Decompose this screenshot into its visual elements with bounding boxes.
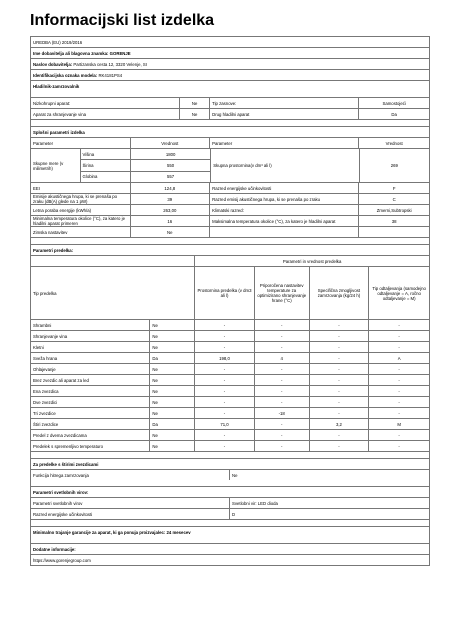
compartment-capacity: - [310,320,370,330]
general-label: Aparat za shranjevanje vina [31,109,180,119]
compartment-defrost: - [398,410,400,416]
light-label: Razred energijske učinkovitosti [31,509,230,519]
compartment-temperature: - [255,364,310,374]
compartment-temperature: - [255,397,310,407]
compartment-name: Štiri zvezdice [31,419,150,429]
general-value: Ne [180,109,210,119]
compartment-name: Kletni [31,342,150,352]
general-row [30,108,430,120]
supplier-address: Partizanska cesta 12, 3320 Velenje, SI [73,61,147,67]
compartment-name: Predel z dvema zvezdicama [31,430,150,440]
warranty: Minimalno trajanje garancije za aparat, ki ga ponuja proizvajalec: 24 mesecev [33,529,191,535]
volume-header: Prostornina predelka (v dm3 ali l) [195,267,255,319]
spec-label-2 [210,227,359,237]
regulation: UREDBA (EU) 2019/2016 [33,39,83,45]
spec-label: EEI [31,183,131,193]
general-label-2: Drug hladilni aparat [210,109,359,119]
spec-value: 263,00 [131,205,211,215]
spec-value-2: C [392,196,396,202]
spec-row [30,182,430,193]
compartment-params-heading: Parametri predelka: [33,247,74,253]
capacity-header: Specifična zmogljivost zamrzovanja (kg/24 h) [310,267,370,319]
spec-label-2: Maksimalna temperatura okolice (°C), za katero je hladilni aparat [210,216,359,226]
general-value-2: Da [391,111,397,117]
spec-value: 16 [131,216,211,226]
value-header: Vrednost [131,138,211,148]
compartment-row [30,374,430,385]
general-label-2: Tip zasnove: [210,98,359,108]
compartment-row [30,352,430,363]
width-label: Širina [81,160,130,171]
spec-label-2: Klimatski razred: [210,205,359,215]
compartment-row [30,418,430,429]
compartment-volume: - [195,386,255,396]
general-value-2: Samostojeći [382,100,406,106]
compartment-name: Ena zvezdica [31,386,150,396]
compartment-name: Shrambni [31,320,150,330]
compartment-row [30,440,430,452]
compartment-capacity: - [310,408,370,418]
compartment-volume: - [195,441,255,451]
compartment-row [30,385,430,396]
depth-label: Globina [82,174,98,180]
compartment-present: Ne [150,408,195,418]
compartment-row [30,319,430,330]
compartment-present: Ne [150,430,195,440]
compartment-volume: - [195,320,255,330]
appliance-category: Hladilnik-zamrzovalnik [33,83,80,89]
manufacturer-url[interactable]: https://www.gorenjegroup.com [33,557,91,563]
compartment-temperature: 4 [255,353,310,363]
compartment-defrost: - [398,399,400,405]
compartment-defrost: M [397,421,401,427]
general-params-heading: Splošni parametri izdelka [33,129,85,135]
spec-row [30,193,430,204]
dims-label: Skupne mere (v milimetrih) [31,149,81,182]
compartment-row [30,363,430,374]
compartment-present: Da [150,353,195,363]
compartment-row [30,407,430,418]
light-value: D [232,511,236,517]
compartment-type-header: Tip predelka [31,267,195,319]
spec-value-2 [359,227,429,237]
value-header-2: Vrednost [385,140,403,146]
compartment-defrost: - [398,432,400,438]
additional-info-heading: Dodatne informacije: [33,546,76,552]
compartment-capacity: - [310,441,370,451]
compartment-present: Ne [150,364,195,374]
spec-label: Minimalna temperatura okolice (°C), za katero je hladilni aparat primeren [31,216,131,226]
spec-value-2: 38 [391,218,397,224]
spec-value: 124,8 [131,183,211,193]
compartment-present: Ne [150,441,195,451]
spec-row [30,204,430,215]
page-title: Informacijski list izdelka [30,12,215,29]
height-value: 1800 [131,149,210,160]
compartment-name: Sveža hrana [31,353,150,363]
compartment-row [30,341,430,352]
light-params-heading: Parametri svetlobnih virov: [33,489,89,495]
compartment-defrost: - [398,388,400,394]
compartment-volume: 198,0 [195,353,255,363]
compartment-present: Ne [150,320,195,330]
compartment-volume: - [195,408,255,418]
param-header-2: Parameter [210,138,359,148]
compartment-temperature: - [255,331,310,341]
spec-label-2: Razred energijske učinkovitosti [210,183,359,193]
param-header: Parameter [31,138,131,148]
four-star-heading: Za predelke s štirimi zvezdicami [33,461,99,467]
supplier-name: Ime dobavitelja ali blagovna znamka: GORENJE [33,50,131,56]
compartment-temperature: - [255,375,310,385]
light-row [30,508,430,520]
compartment-temperature: - [255,430,310,440]
compartment-temperature: - [255,441,310,451]
compartment-volume: 71,0 [195,419,255,429]
compartment-name: Tri zvezdice [31,408,150,418]
compartment-temperature: -18 [255,408,310,418]
spec-label: Letna poraba energije (kWh/a) [31,205,131,215]
compartment-defrost: - [398,333,400,339]
compartment-present: Ne [150,386,195,396]
depth-value: 557 [167,174,175,180]
compartment-defrost: - [398,366,400,372]
compartment-present: Ne [150,331,195,341]
compartment-capacity: - [310,342,370,352]
compartment-temperature: - [255,342,310,352]
compartment-row [30,429,430,440]
spec-label: Emisije akustičnega hrupa, ki se prenaša po zraku (dB(A) glede na 1 pW) [31,194,131,204]
spec-value: Ne [131,227,211,237]
compartment-row [30,330,430,341]
compartment-capacity: - [310,430,370,440]
quick-freeze-value: Ne [232,472,238,478]
spec-value: 39 [131,194,211,204]
supplier-address-label: Naslov dobavitelja: [33,61,73,67]
compartment-defrost: - [398,344,400,350]
compartment-capacity: - [310,353,370,363]
compartment-name: Ohlajevanje [31,364,150,374]
model-label: Identifikacijska oznaka modela: [33,72,98,78]
compartment-present: Ne [150,397,195,407]
compartment-present: Ne [150,375,195,385]
compartment-defrost: - [398,322,400,328]
compartment-defrost: A [397,355,401,361]
compartment-temperature: - [255,419,310,429]
compartment-volume: - [195,331,255,341]
compartment-defrost: - [398,443,400,449]
compartment-temperature: - [255,386,310,396]
general-value: Ne [180,98,210,108]
light-row [30,497,430,508]
model-id: RK4181PS4 [98,72,123,78]
width-value: 550 [131,160,210,171]
compartment-capacity: - [310,331,370,341]
general-row [30,97,430,108]
compartment-capacity: - [310,375,370,385]
spec-row [30,226,430,238]
compartment-row [30,396,430,407]
spec-value-2: F [392,185,396,191]
height-label: Višina [81,149,130,160]
compartment-group-header: Parametri in vrednost predelka [282,258,342,264]
compartment-name: Brez zvezdic ali aparat za led [31,375,150,385]
compartment-capacity: - [310,397,370,407]
compartment-name: Dve zvezdici [31,397,150,407]
compartment-capacity: - [310,386,370,396]
spec-label: Zimska nastavitev [31,227,131,237]
compartment-present: Ne [150,342,195,352]
defrost-header: Tip odtaljevanja (samodejno odtaljevanje = A, ročno odtaljevanje = M) [372,285,426,301]
spec-value-2: Zmerni,Subtropski [376,207,412,213]
compartment-capacity: - [310,364,370,374]
general-label: Nizkohrupni aparat: [31,98,180,108]
spec-label-2: Razred emisij akustičnega hrupa, ki se prenaša po zraku [210,194,359,204]
compartment-defrost: - [398,377,400,383]
compartment-volume: - [195,397,255,407]
compartment-volume: - [195,342,255,352]
quick-freeze-label: Funkcija hitrega zamrzovanja [31,470,230,480]
spec-row [30,215,430,226]
light-label: Parametri svetlobnih virov [31,498,230,508]
total-volume-label: Skupna prostornina(v dm³ ali l) [211,149,360,182]
temperature-header: Priporočena nastavitev temperature za optimizirano shranjevanje hrane (°C) [255,267,310,319]
compartment-volume: - [195,364,255,374]
compartment-present: Da [150,419,195,429]
light-value: Svetlobni vir: LED dioda [232,500,278,506]
compartment-name: Shranjevanje vina [31,331,150,341]
compartment-volume: - [195,375,255,385]
product-info-sheet [30,36,430,566]
compartment-volume: - [195,430,255,440]
compartment-temperature: - [255,320,310,330]
compartment-capacity: 3,2 [310,419,370,429]
total-volume-value: 269 [390,163,398,168]
compartment-name: Predelek s spremenljivo temperaturo [31,441,150,451]
